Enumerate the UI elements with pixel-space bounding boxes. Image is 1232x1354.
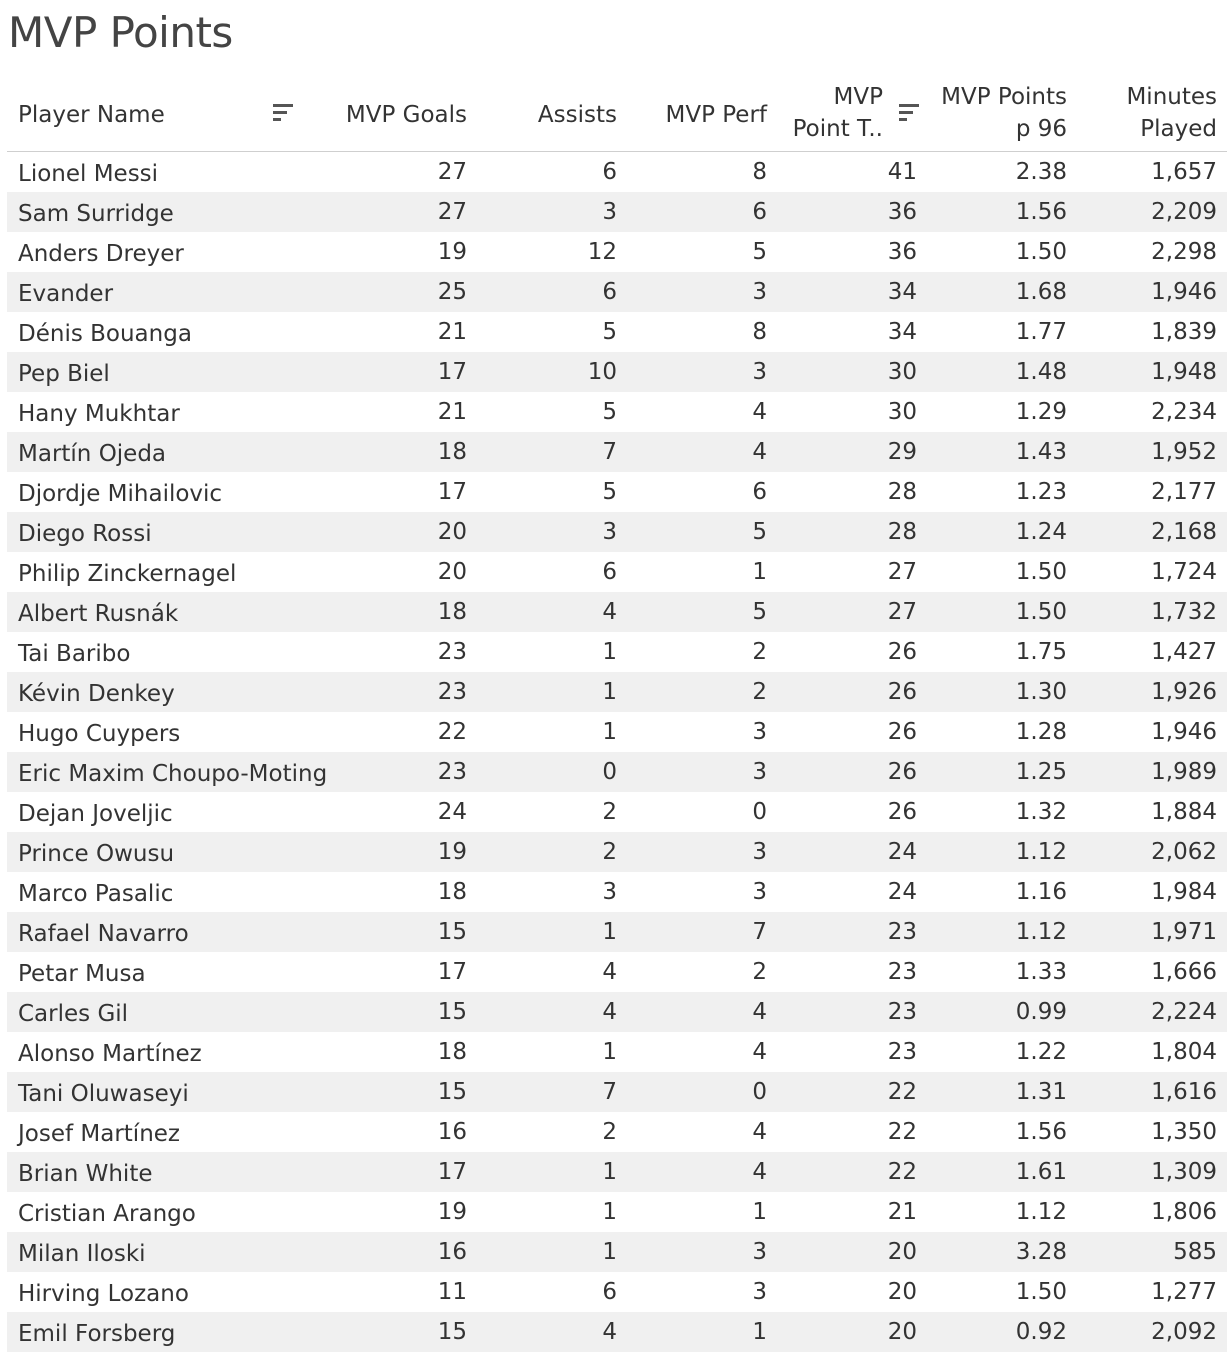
mvp-point-total-cell: 26 xyxy=(887,679,917,705)
player-name-cell: Diego Rossi xyxy=(18,521,152,547)
column-header-mvp-goals[interactable]: MVP Goals xyxy=(345,102,467,128)
player-name-cell: Tani Oluwaseyi xyxy=(18,1081,189,1107)
table-row[interactable] xyxy=(7,232,1227,272)
mvp-points-p96-cell: 1.22 xyxy=(1015,1039,1067,1065)
assists-cell: 1 xyxy=(602,1039,617,1065)
mvp-goals-cell: 21 xyxy=(437,319,467,345)
mvp-points-table xyxy=(7,80,1227,1352)
player-name-cell: Alonso Martínez xyxy=(18,1041,202,1067)
table-row[interactable] xyxy=(7,352,1227,392)
assists-cell: 1 xyxy=(602,1199,617,1225)
column-header-minutes-played-line1: Minutes xyxy=(1126,84,1217,110)
mvp-point-total-cell: 20 xyxy=(887,1319,917,1345)
table-row[interactable] xyxy=(7,872,1227,912)
column-header-mvp-point-total-line1: MVP xyxy=(833,84,883,110)
mvp-point-total-cell: 26 xyxy=(887,639,917,665)
player-name-cell: Carles Gil xyxy=(18,1001,129,1027)
table-row[interactable] xyxy=(7,832,1227,872)
mvp-point-total-cell: 41 xyxy=(887,159,917,185)
column-header-mvp-perf[interactable]: MVP Perf xyxy=(665,102,767,128)
mvp-points-p96-cell: 1.31 xyxy=(1015,1079,1067,1105)
mvp-goals-cell: 15 xyxy=(437,999,467,1025)
mvp-point-total-cell: 22 xyxy=(887,1079,917,1105)
table-row[interactable] xyxy=(7,952,1227,992)
minutes-played-cell: 1,732 xyxy=(1151,599,1217,625)
mvp-perf-cell: 3 xyxy=(752,279,767,305)
assists-cell: 3 xyxy=(602,519,617,545)
player-name-cell: Marco Pasalic xyxy=(18,881,174,907)
mvp-point-total-cell: 20 xyxy=(887,1239,917,1265)
minutes-played-cell: 1,427 xyxy=(1151,639,1217,665)
minutes-played-cell: 1,948 xyxy=(1151,359,1217,385)
player-name-cell: Rafael Navarro xyxy=(18,921,189,947)
table-row[interactable] xyxy=(7,1032,1227,1072)
minutes-played-cell: 1,309 xyxy=(1151,1159,1217,1185)
minutes-played-cell: 2,092 xyxy=(1151,1319,1217,1345)
minutes-played-cell: 585 xyxy=(1173,1239,1217,1265)
mvp-perf-cell: 4 xyxy=(752,439,767,465)
mvp-perf-cell: 3 xyxy=(752,1279,767,1305)
mvp-point-total-cell: 23 xyxy=(887,919,917,945)
table-row[interactable] xyxy=(7,192,1227,232)
mvp-perf-cell: 4 xyxy=(752,999,767,1025)
assists-cell: 6 xyxy=(602,279,617,305)
minutes-played-cell: 1,971 xyxy=(1151,919,1217,945)
minutes-played-cell: 1,984 xyxy=(1151,879,1217,905)
minutes-played-cell: 2,177 xyxy=(1151,479,1217,505)
mvp-point-total-cell: 28 xyxy=(887,519,917,545)
mvp-point-total-cell: 22 xyxy=(887,1159,917,1185)
mvp-goals-cell: 19 xyxy=(437,1199,467,1225)
mvp-goals-cell: 16 xyxy=(437,1119,467,1145)
mvp-goals-cell: 15 xyxy=(437,919,467,945)
mvp-perf-cell: 5 xyxy=(752,519,767,545)
table-row[interactable] xyxy=(7,392,1227,432)
mvp-goals-cell: 11 xyxy=(437,1279,467,1305)
player-name-cell: Hany Mukhtar xyxy=(18,401,180,427)
mvp-perf-cell: 6 xyxy=(752,199,767,225)
assists-cell: 1 xyxy=(602,639,617,665)
page-title: MVP Points xyxy=(8,8,233,57)
column-header-mvp-points-p96-line2: p 96 xyxy=(1015,116,1067,142)
table-body xyxy=(7,152,1227,1352)
assists-cell: 7 xyxy=(602,439,617,465)
mvp-perf-cell: 1 xyxy=(752,1199,767,1225)
mvp-goals-cell: 27 xyxy=(437,199,467,225)
mvp-point-total-cell: 27 xyxy=(887,599,917,625)
mvp-point-total-cell: 20 xyxy=(887,1279,917,1305)
mvp-perf-cell: 4 xyxy=(752,399,767,425)
mvp-point-total-cell: 36 xyxy=(887,199,917,225)
table-row[interactable] xyxy=(7,1152,1227,1192)
minutes-played-cell: 1,952 xyxy=(1151,439,1217,465)
table-row[interactable] xyxy=(7,472,1227,512)
assists-cell: 2 xyxy=(602,799,617,825)
player-name-cell: Sam Surridge xyxy=(18,201,174,227)
mvp-points-p96-cell: 1.12 xyxy=(1015,1199,1067,1225)
column-header-minutes-played-line2: Played xyxy=(1140,116,1217,142)
player-name-cell: Tai Baribo xyxy=(18,641,131,667)
player-name-cell: Milan Iloski xyxy=(18,1241,146,1267)
minutes-played-cell: 1,926 xyxy=(1151,679,1217,705)
player-name-cell: Martín Ojeda xyxy=(18,441,167,467)
table-row[interactable] xyxy=(7,1312,1227,1352)
assists-cell: 1 xyxy=(602,679,617,705)
mvp-point-total-cell: 23 xyxy=(887,1039,917,1065)
assists-cell: 2 xyxy=(602,1119,617,1145)
assists-cell: 1 xyxy=(602,719,617,745)
mvp-points-p96-cell: 1.29 xyxy=(1015,399,1067,425)
minutes-played-cell: 1,350 xyxy=(1151,1119,1217,1145)
mvp-perf-cell: 4 xyxy=(752,1119,767,1145)
mvp-points-p96-cell: 1.16 xyxy=(1015,879,1067,905)
mvp-goals-cell: 20 xyxy=(437,519,467,545)
minutes-played-cell: 1,616 xyxy=(1151,1079,1217,1105)
player-name-cell: Philip Zinckernagel xyxy=(18,561,237,587)
assists-cell: 4 xyxy=(602,959,617,985)
mvp-points-p96-cell: 1.24 xyxy=(1015,519,1067,545)
assists-cell: 6 xyxy=(602,559,617,585)
mvp-points-p96-cell: 1.12 xyxy=(1015,839,1067,865)
player-name-cell: Eric Maxim Choupo-Moting xyxy=(18,761,328,787)
assists-cell: 12 xyxy=(587,239,617,265)
mvp-goals-cell: 23 xyxy=(437,679,467,705)
mvp-point-total-cell: 22 xyxy=(887,1119,917,1145)
mvp-point-total-cell: 24 xyxy=(887,839,917,865)
player-name-cell: Djordje Mihailovic xyxy=(18,481,223,507)
minutes-played-cell: 2,209 xyxy=(1151,199,1217,225)
mvp-perf-cell: 0 xyxy=(752,1079,767,1105)
player-name-cell: Brian White xyxy=(18,1161,153,1187)
sort-descending-icon[interactable] xyxy=(273,104,293,125)
mvp-goals-cell: 24 xyxy=(437,799,467,825)
assists-cell: 6 xyxy=(602,159,617,185)
mvp-perf-cell: 3 xyxy=(752,1239,767,1265)
table-row[interactable] xyxy=(7,1232,1227,1272)
mvp-goals-cell: 17 xyxy=(437,1159,467,1185)
player-name-cell: Dejan Joveljic xyxy=(18,801,173,827)
mvp-points-p96-cell: 0.99 xyxy=(1015,999,1067,1025)
assists-cell: 2 xyxy=(602,839,617,865)
mvp-perf-cell: 8 xyxy=(752,319,767,345)
mvp-points-p96-cell: 1.28 xyxy=(1015,719,1067,745)
mvp-perf-cell: 2 xyxy=(752,959,767,985)
table-header xyxy=(7,80,1227,152)
assists-cell: 1 xyxy=(602,919,617,945)
minutes-played-cell: 1,277 xyxy=(1151,1279,1217,1305)
assists-cell: 7 xyxy=(602,1079,617,1105)
mvp-points-p96-cell: 0.92 xyxy=(1015,1319,1067,1345)
mvp-point-total-cell: 23 xyxy=(887,959,917,985)
mvp-perf-cell: 8 xyxy=(752,159,767,185)
mvp-perf-cell: 1 xyxy=(752,559,767,585)
table-row[interactable] xyxy=(7,552,1227,592)
mvp-perf-cell: 1 xyxy=(752,1319,767,1345)
assists-cell: 4 xyxy=(602,999,617,1025)
minutes-played-cell: 2,168 xyxy=(1151,519,1217,545)
mvp-points-p96-cell: 2.38 xyxy=(1015,159,1067,185)
table-row[interactable] xyxy=(7,1192,1227,1232)
mvp-point-total-cell: 34 xyxy=(887,279,917,305)
table-row[interactable] xyxy=(7,592,1227,632)
mvp-perf-cell: 3 xyxy=(752,759,767,785)
mvp-goals-cell: 15 xyxy=(437,1079,467,1105)
mvp-goals-cell: 18 xyxy=(437,439,467,465)
mvp-point-total-cell: 26 xyxy=(887,759,917,785)
mvp-point-total-cell: 29 xyxy=(887,439,917,465)
mvp-points-p96-cell: 1.50 xyxy=(1015,239,1067,265)
column-header-minutes-played[interactable] xyxy=(1067,81,1217,145)
mvp-perf-cell: 2 xyxy=(752,639,767,665)
mvp-goals-cell: 15 xyxy=(437,1319,467,1345)
table-row[interactable] xyxy=(7,632,1227,672)
table-row[interactable] xyxy=(7,312,1227,352)
minutes-played-cell: 1,989 xyxy=(1151,759,1217,785)
column-header-assists[interactable]: Assists xyxy=(537,102,617,128)
minutes-played-cell: 1,657 xyxy=(1151,159,1217,185)
mvp-perf-cell: 2 xyxy=(752,679,767,705)
mvp-perf-cell: 7 xyxy=(752,919,767,945)
assists-cell: 4 xyxy=(602,599,617,625)
assists-cell: 3 xyxy=(602,879,617,905)
minutes-played-cell: 2,234 xyxy=(1151,399,1217,425)
mvp-point-total-cell: 36 xyxy=(887,239,917,265)
assists-cell: 1 xyxy=(602,1159,617,1185)
table-row[interactable] xyxy=(7,1272,1227,1312)
minutes-played-cell: 1,946 xyxy=(1151,279,1217,305)
minutes-played-cell: 2,298 xyxy=(1151,239,1217,265)
assists-cell: 0 xyxy=(602,759,617,785)
mvp-points-p96-cell: 1.68 xyxy=(1015,279,1067,305)
mvp-point-total-cell: 30 xyxy=(887,399,917,425)
mvp-goals-cell: 18 xyxy=(437,879,467,905)
minutes-played-cell: 1,946 xyxy=(1151,719,1217,745)
mvp-perf-cell: 5 xyxy=(752,239,767,265)
mvp-perf-cell: 5 xyxy=(752,599,767,625)
mvp-points-p96-cell: 1.75 xyxy=(1015,639,1067,665)
mvp-goals-cell: 23 xyxy=(437,639,467,665)
mvp-points-p96-cell: 1.25 xyxy=(1015,759,1067,785)
mvp-goals-cell: 19 xyxy=(437,239,467,265)
table-row[interactable] xyxy=(7,792,1227,832)
mvp-goals-cell: 21 xyxy=(437,399,467,425)
column-header-mvp-point-total-line2: Point T.. xyxy=(792,116,883,142)
column-header-player-name[interactable]: Player Name xyxy=(18,102,165,128)
mvp-perf-cell: 3 xyxy=(752,719,767,745)
player-name-cell: Albert Rusnák xyxy=(18,601,179,627)
column-header-mvp-points-p96[interactable] xyxy=(917,81,1067,145)
mvp-points-p96-cell: 1.50 xyxy=(1015,599,1067,625)
mvp-points-p96-cell: 1.50 xyxy=(1015,559,1067,585)
minutes-played-cell: 1,839 xyxy=(1151,319,1217,345)
mvp-points-p96-cell: 1.61 xyxy=(1015,1159,1067,1185)
mvp-goals-cell: 19 xyxy=(437,839,467,865)
table-row[interactable] xyxy=(7,712,1227,752)
mvp-points-p96-cell: 1.32 xyxy=(1015,799,1067,825)
table-row[interactable] xyxy=(7,432,1227,472)
assists-cell: 4 xyxy=(602,1319,617,1345)
player-name-cell: Lionel Messi xyxy=(18,161,159,187)
mvp-perf-cell: 3 xyxy=(752,879,767,905)
table-row[interactable] xyxy=(7,672,1227,712)
table-row[interactable] xyxy=(7,152,1227,192)
mvp-point-total-cell: 34 xyxy=(887,319,917,345)
mvp-point-total-cell: 27 xyxy=(887,559,917,585)
minutes-played-cell: 2,062 xyxy=(1151,839,1217,865)
mvp-goals-cell: 17 xyxy=(437,479,467,505)
table-row[interactable] xyxy=(7,752,1227,792)
mvp-goals-cell: 23 xyxy=(437,759,467,785)
player-name-cell: Hugo Cuypers xyxy=(18,721,181,747)
mvp-point-total-cell: 26 xyxy=(887,719,917,745)
mvp-points-p96-cell: 1.77 xyxy=(1015,319,1067,345)
column-header-mvp-points-p96-line1: MVP Points xyxy=(941,84,1067,110)
mvp-points-p96-cell: 1.56 xyxy=(1015,1119,1067,1145)
player-name-cell: Josef Martínez xyxy=(18,1121,180,1147)
mvp-perf-cell: 6 xyxy=(752,479,767,505)
player-name-cell: Kévin Denkey xyxy=(18,681,175,707)
mvp-perf-cell: 4 xyxy=(752,1159,767,1185)
mvp-goals-cell: 27 xyxy=(437,159,467,185)
player-name-cell: Hirving Lozano xyxy=(18,1281,189,1307)
player-name-cell: Emil Forsberg xyxy=(18,1321,176,1347)
table-row[interactable] xyxy=(7,1072,1227,1112)
mvp-goals-cell: 25 xyxy=(437,279,467,305)
minutes-played-cell: 1,724 xyxy=(1151,559,1217,585)
mvp-points-p96-cell: 1.56 xyxy=(1015,199,1067,225)
mvp-points-p96-cell: 3.28 xyxy=(1015,1239,1067,1265)
table-row[interactable] xyxy=(7,272,1227,312)
minutes-played-cell: 1,666 xyxy=(1151,959,1217,985)
mvp-point-total-cell: 26 xyxy=(887,799,917,825)
assists-cell: 5 xyxy=(602,319,617,345)
player-name-cell: Prince Owusu xyxy=(18,841,175,867)
player-name-cell: Dénis Bouanga xyxy=(18,321,192,347)
mvp-points-p96-cell: 1.12 xyxy=(1015,919,1067,945)
player-name-cell: Pep Biel xyxy=(18,361,110,387)
table-row[interactable] xyxy=(7,512,1227,552)
player-name-cell: Cristian Arango xyxy=(18,1201,196,1227)
mvp-goals-cell: 18 xyxy=(437,599,467,625)
mvp-goals-cell: 20 xyxy=(437,559,467,585)
mvp-point-total-cell: 23 xyxy=(887,999,917,1025)
player-name-cell: Evander xyxy=(18,281,114,307)
table-row[interactable] xyxy=(7,912,1227,952)
minutes-played-cell: 1,804 xyxy=(1151,1039,1217,1065)
assists-cell: 6 xyxy=(602,1279,617,1305)
column-header-mvp-point-total[interactable] xyxy=(767,81,883,145)
mvp-points-p96-cell: 1.43 xyxy=(1015,439,1067,465)
assists-cell: 1 xyxy=(602,1239,617,1265)
mvp-point-total-cell: 30 xyxy=(887,359,917,385)
assists-cell: 3 xyxy=(602,199,617,225)
player-name-cell: Petar Musa xyxy=(18,961,146,987)
mvp-perf-cell: 3 xyxy=(752,839,767,865)
mvp-goals-cell: 16 xyxy=(437,1239,467,1265)
minutes-played-cell: 2,224 xyxy=(1151,999,1217,1025)
player-name-cell: Anders Dreyer xyxy=(18,241,184,267)
mvp-points-p96-cell: 1.48 xyxy=(1015,359,1067,385)
mvp-goals-cell: 22 xyxy=(437,719,467,745)
mvp-point-total-cell: 21 xyxy=(887,1199,917,1225)
assists-cell: 5 xyxy=(602,479,617,505)
mvp-points-p96-cell: 1.33 xyxy=(1015,959,1067,985)
assists-cell: 5 xyxy=(602,399,617,425)
minutes-played-cell: 1,806 xyxy=(1151,1199,1217,1225)
mvp-perf-cell: 3 xyxy=(752,359,767,385)
mvp-goals-cell: 17 xyxy=(437,959,467,985)
mvp-perf-cell: 0 xyxy=(752,799,767,825)
minutes-played-cell: 1,884 xyxy=(1151,799,1217,825)
mvp-goals-cell: 18 xyxy=(437,1039,467,1065)
table-row[interactable] xyxy=(7,1112,1227,1152)
table-row[interactable] xyxy=(7,992,1227,1032)
mvp-perf-cell: 4 xyxy=(752,1039,767,1065)
sort-descending-icon[interactable] xyxy=(899,104,919,125)
assists-cell: 10 xyxy=(587,359,617,385)
mvp-point-total-cell: 24 xyxy=(887,879,917,905)
mvp-points-p96-cell: 1.23 xyxy=(1015,479,1067,505)
mvp-points-p96-cell: 1.50 xyxy=(1015,1279,1067,1305)
mvp-points-p96-cell: 1.30 xyxy=(1015,679,1067,705)
mvp-goals-cell: 17 xyxy=(437,359,467,385)
mvp-point-total-cell: 28 xyxy=(887,479,917,505)
